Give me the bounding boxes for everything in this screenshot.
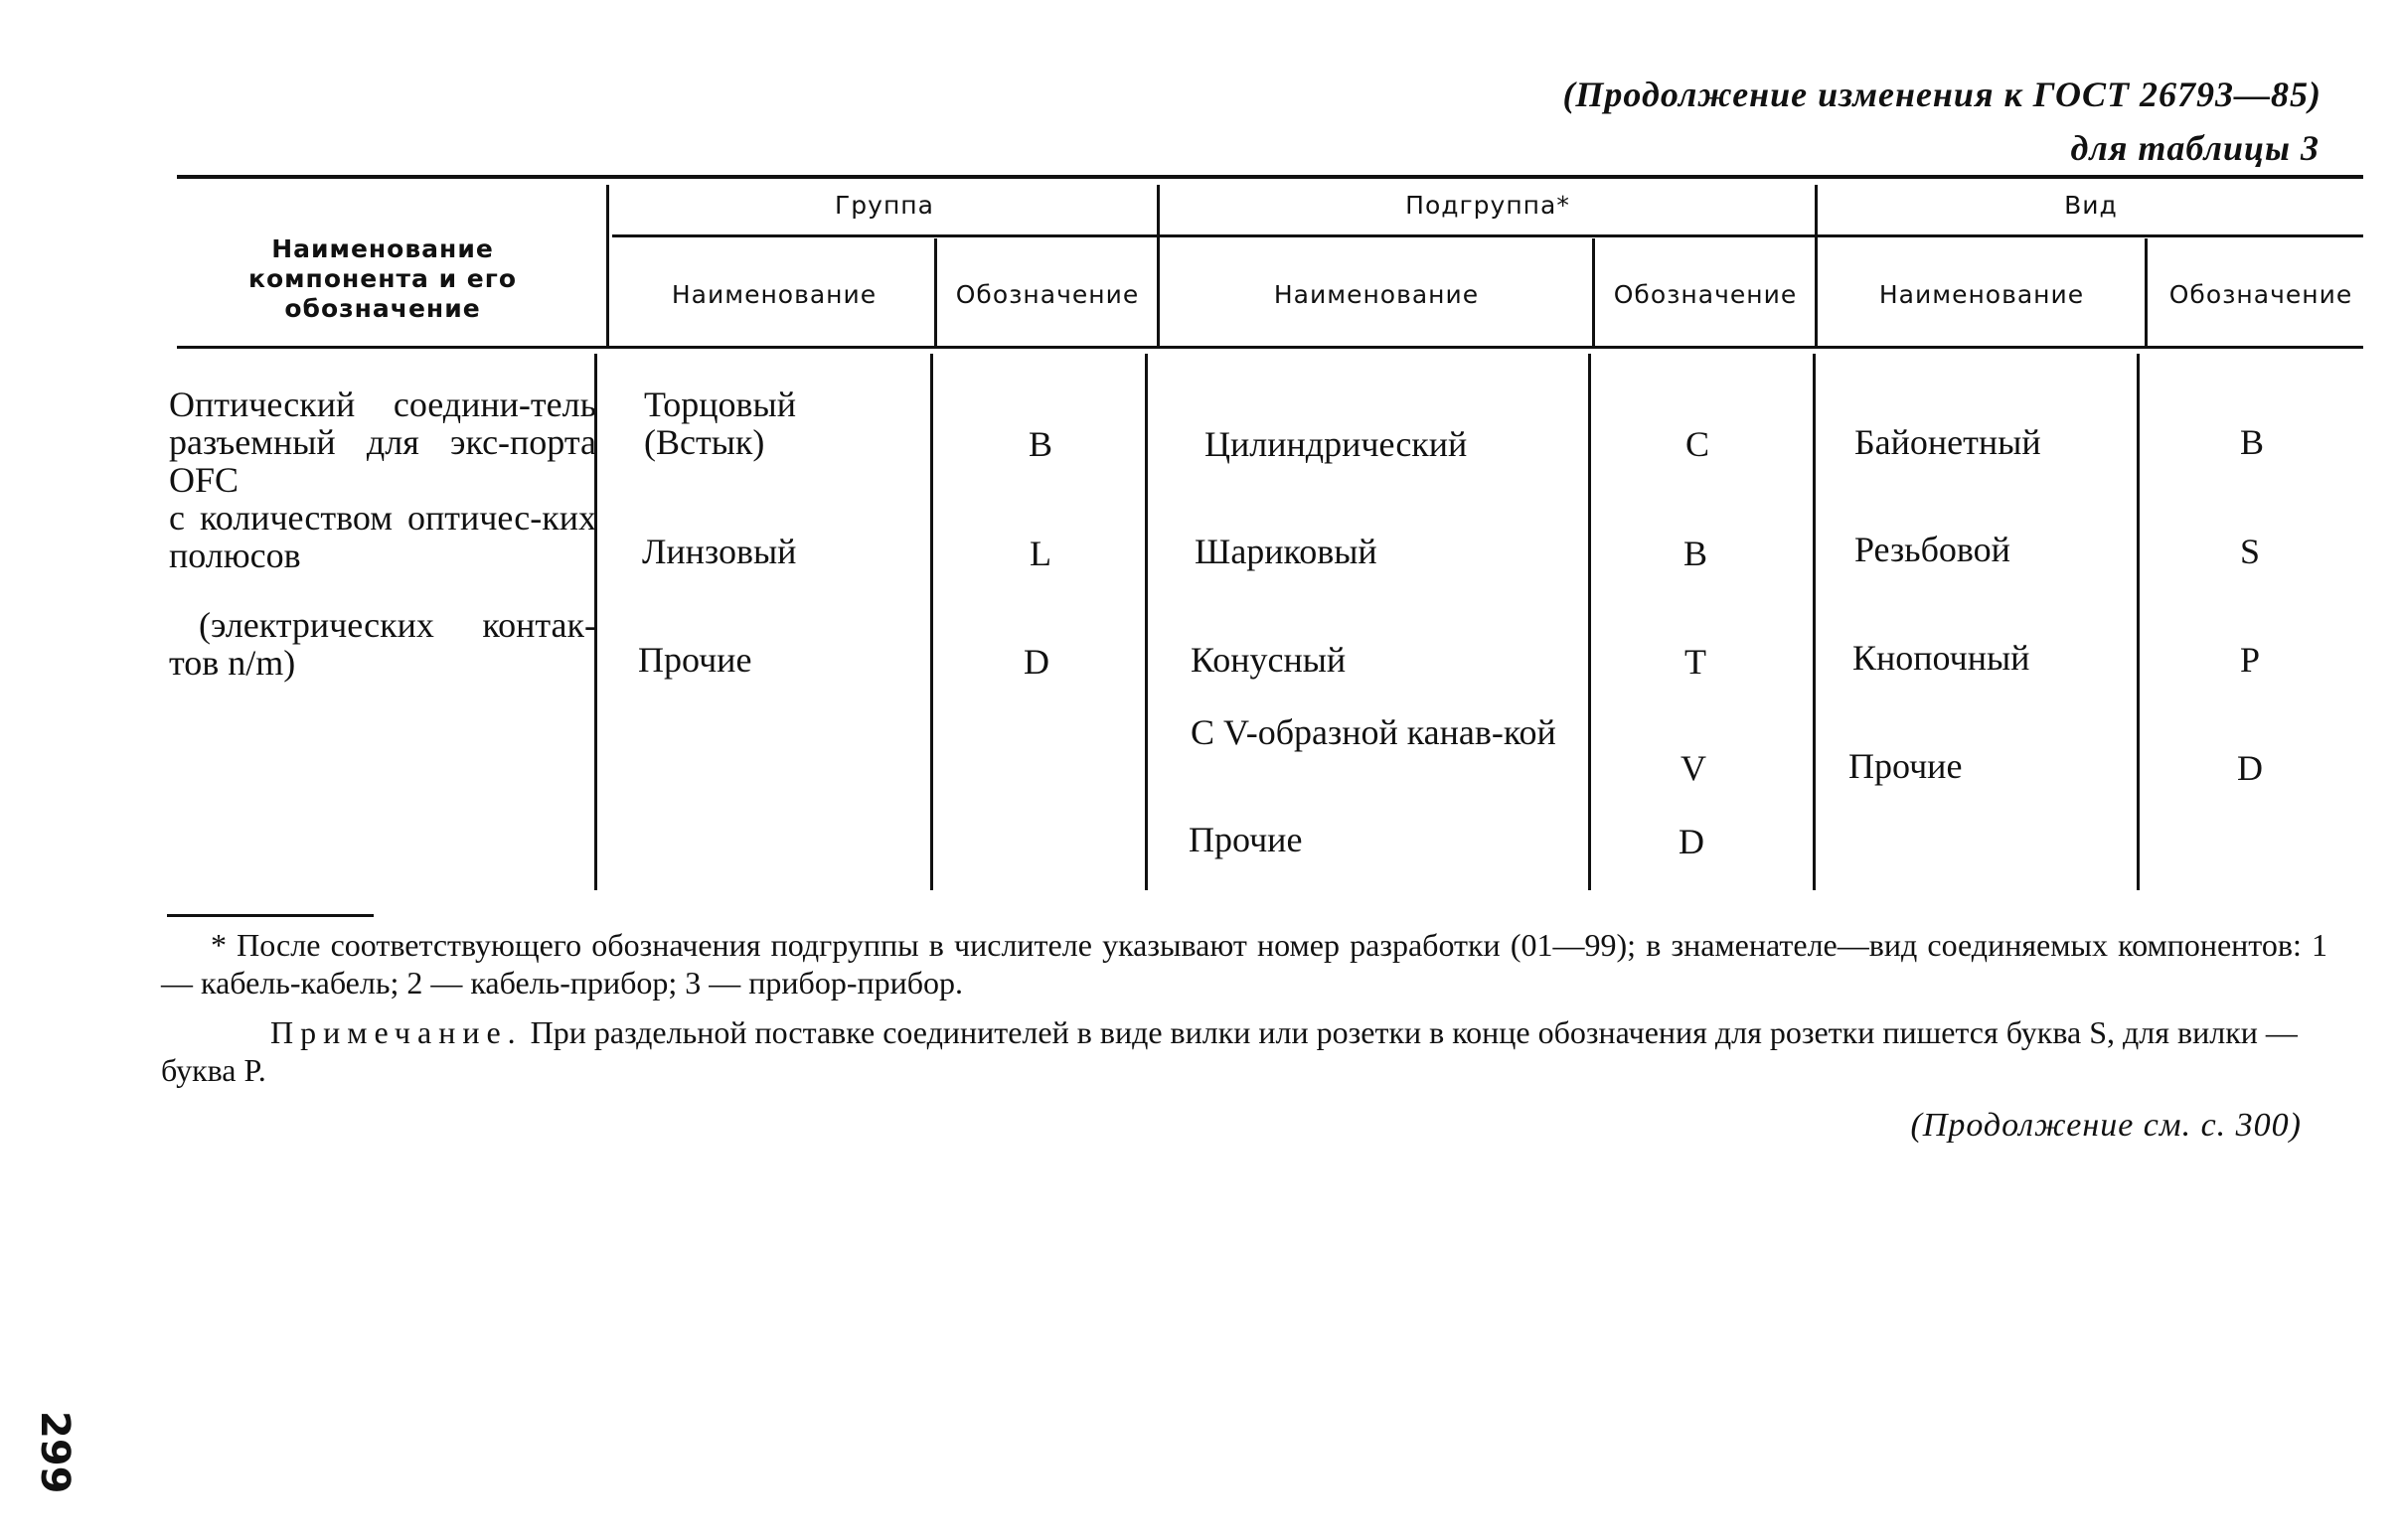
group-name-2: Линзовый: [642, 532, 797, 571]
body-divider-6: [2137, 354, 2140, 890]
group-name-3: Прочие: [638, 640, 752, 680]
component-line-1: Оптический соедини-тель разъемный для экс-порта OFC: [169, 385, 596, 500]
note-text: При раздельной поставке соединителей в виде вилки или розетки в конце обозначения для розетки пишется буква S, для вилки — буква P.: [161, 1014, 2298, 1088]
table-top-rule: [177, 175, 2363, 179]
header-component: Наименование компонента и его обозначение: [247, 234, 517, 323]
subgroup-name-5: Прочие: [1189, 820, 1303, 859]
footnote: * После соответствующего обозначения подгруппы в числителе указывают номер разработки (01—99); в знаменателе—вид соединяемых компонентов: 1 — кабель-кабель; 2 — кабель-прибор; 3 — прибор-прибор.: [161, 927, 2327, 1001]
type-code-2: S: [2239, 532, 2261, 571]
type-name-4: Прочие: [1848, 746, 1963, 786]
subgroup-code-5: D: [1679, 822, 1704, 861]
subgroup-code-2: B: [1682, 534, 1707, 573]
header-type-code: Обозначение: [2168, 280, 2353, 309]
group-code-3: D: [1024, 642, 1049, 682]
type-code-4: D: [2237, 748, 2263, 788]
header-subgroup-name: Наименование: [1273, 280, 1480, 309]
col-divider-component: [606, 185, 609, 349]
note-label: Примечание.: [270, 1014, 523, 1050]
body-divider-2: [930, 354, 933, 890]
body-divider-5: [1813, 354, 1816, 890]
subgroup-code-4: V: [1681, 748, 1706, 788]
header-group-code: Обозначение: [955, 280, 1140, 309]
component-name: [169, 385, 596, 682]
continuation-bottom: (Продолжение см. с. 300): [1910, 1107, 2302, 1144]
page-number: 299: [32, 1411, 78, 1494]
type-name-2: Резьбовой: [1854, 530, 2010, 569]
type-code-3: P: [2239, 640, 2261, 680]
note: [161, 1013, 2327, 1089]
group-code-1: B: [1028, 424, 1052, 464]
body-divider-3: [1145, 354, 1148, 890]
header-type-name: Наименование: [1878, 280, 2085, 309]
header-subgroup-code: Обозначение: [1613, 280, 1798, 309]
subgroup-code-3: T: [1684, 642, 1706, 682]
footnote-rule: [167, 914, 374, 917]
header-group: Группа: [835, 191, 934, 220]
continuation-header: (Продолжение изменения к ГОСТ 26793—85): [1562, 75, 2321, 114]
header-bottom-rule: [177, 346, 2363, 349]
table-label: для таблицы 3: [2070, 128, 2320, 168]
type-name-3: Кнопочный: [1852, 638, 2030, 678]
component-line-3: (электрических контак-тов n/m): [169, 605, 596, 683]
subgroup-name-3: Конусный: [1191, 640, 1347, 680]
subgroup-code-1: C: [1684, 424, 1709, 464]
col-divider-subgroup: [1815, 185, 1818, 349]
subgroup-name-1: Цилиндрический: [1204, 424, 1468, 464]
type-name-1: Байонетный: [1854, 422, 2041, 462]
header-group-name: Наименование: [671, 280, 878, 309]
col-divider-subgroup-inner: [1592, 238, 1595, 348]
header-subgroup: Подгруппа*: [1405, 191, 1570, 220]
header-type: Вид: [2064, 191, 2118, 220]
subgroup-name-2: Шариковый: [1195, 532, 1377, 571]
component-line-2: с количеством оптичес-ких полюсов: [169, 498, 596, 575]
body-divider-4: [1588, 354, 1591, 890]
group-code-2: L: [1030, 534, 1051, 573]
type-code-1: B: [2239, 422, 2264, 462]
group-name-1: Торцовый (Встык): [644, 385, 796, 462]
col-divider-group: [1157, 185, 1160, 349]
header-sub-rule: [612, 234, 2363, 237]
subgroup-name-4: С V-образной канав-кой: [1191, 712, 1556, 752]
